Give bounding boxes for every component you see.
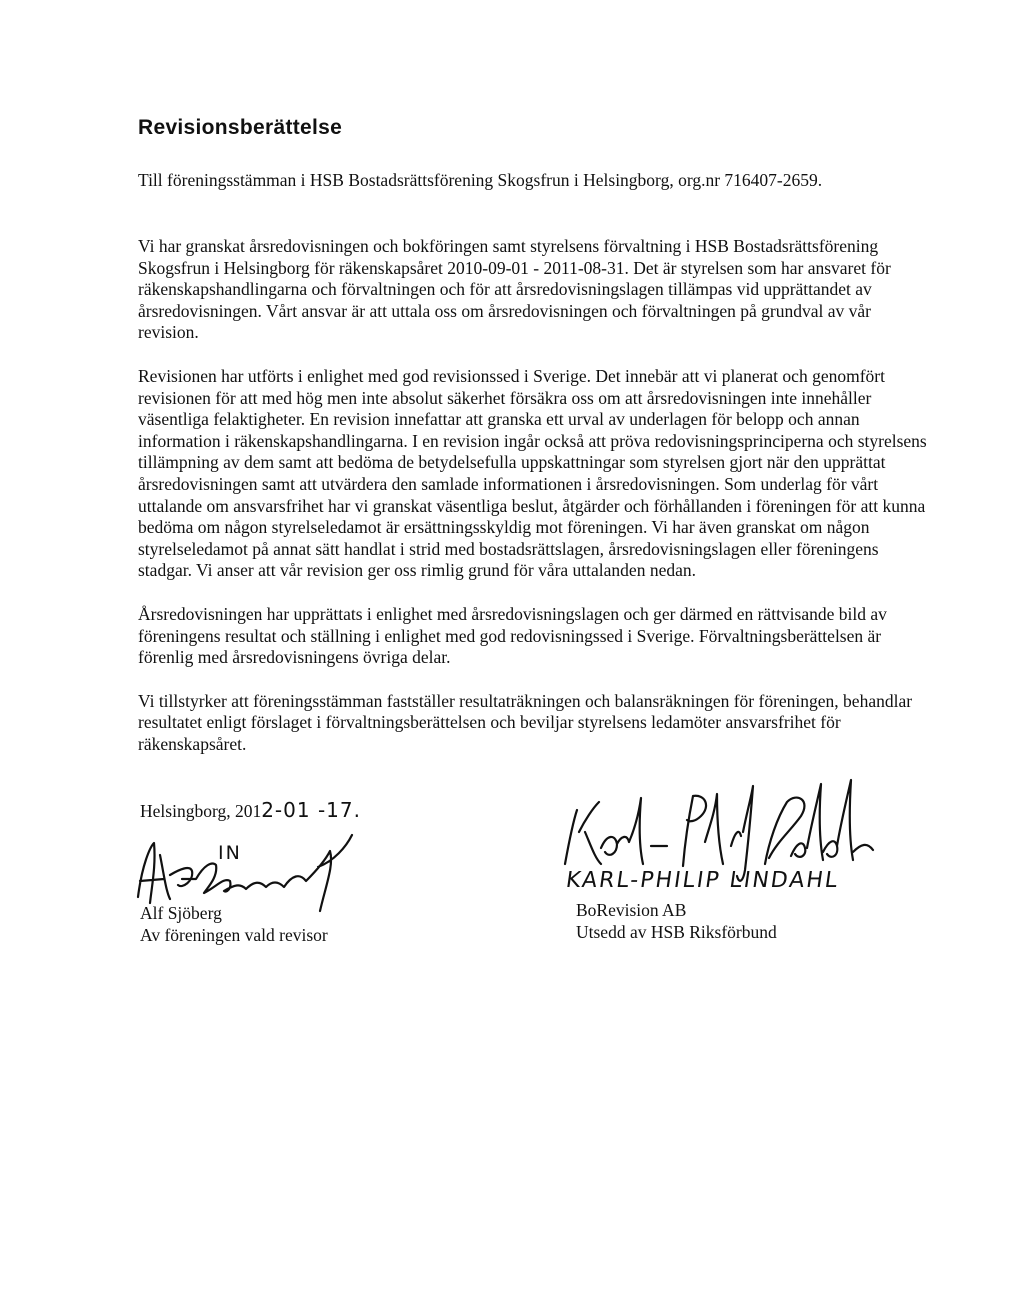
paragraph-scope: Vi har granskat årsredovisningen och bokföringen samt styrelsens förvaltning i HSB Bostadsrättsförening Skogsfrun i Helsingborg för räkenskapsåret 2010-09-01 - 2011-08-31. Det är styrelsen som har ansvaret för räkenskapshandlingarna och förvaltningen och för att årsredovisningslagen tillämpas vid upprättandet av årsredovisningen. Vårt ansvar är att uttala oss om årsredovisningen och förvaltningen på grundval av vår revision. <box>138 236 891 343</box>
place-and-date <box>140 798 361 822</box>
paragraph-recommendation: Vi tillstyrker att föreningsstämman fastställer resultaträkningen och balansräkningen för föreningen, behandlar resultatet enligt förslaget i förvaltningsberättelsen och beviljar styrelsens ledamöter ansvarsfrihet för räkenskapsåret. <box>138 690 913 754</box>
signatory-company-right: BoRevision AB <box>576 900 687 920</box>
document-title: Revisionsberättelse <box>138 116 343 139</box>
paragraph-audit-method: Revisionen har utförts i enlighet med god revisionssed i Sverige. Det innebär att vi planerat och genomfört revisionen för att med hög men inte absolut säkerhet försäkra oss om att årsredovisningen inte innehåller väsentliga felaktigheter. En revision innefattar att granska ett urval av underlagen för belopp och annan information i räkenskapshandlingarna. I en revision ingår också att pröva redovisningsprinciperna och styrelsens tillämpning av dem samt att bedöma de betydelsefulla uppskattningar som styrelsen gjort när den upprättat årsredovisningen samt att utvärdera den samlade informationen i årsredovisningen. Som underlag för vårt uttalande om ansvarsfrihet har vi granskat väsentliga beslut, åtgärder och förhållanden i föreningen för att kunna bedöma om någon styrelseledamot är ersättningsskyldig mot föreningen. Vi har även granskat om någon styrelseledamot på annat sätt handlat i strid med bostadsrättslagen, årsredovisningslagen eller föreningens stadgar. Vi anser att vår revision ger oss rimlig grund för våra uttalanden nedan. <box>138 365 927 581</box>
addressee-line: Till föreningsstämman i HSB Bostadsrättsförening Skogsfrun i Helsingborg, org.nr 716407-2659. <box>138 170 823 190</box>
signatory-role-left: Av föreningen vald revisor <box>140 924 328 945</box>
signatory-name-left: Alf Sjöberg <box>140 903 222 923</box>
signatory-appointed-right: Utsedd av HSB Riksförbund <box>576 921 777 942</box>
paragraph-opinion: Årsredovisningen har upprättats i enlighet med årsredovisningslagen och ger därmed en rättvisande bild av föreningens resultat och ställning i enlighet med god redovisningssed i Sverige. Förvaltningsberättelsen är förenlig med årsredovisningens övriga delar. <box>138 603 887 668</box>
signature-initials: IN <box>218 842 242 864</box>
handwritten-date: 2-01 -17. <box>261 798 361 822</box>
report-body <box>138 236 928 777</box>
place-label: Helsingborg, 201 <box>140 801 262 821</box>
right-signatory <box>576 900 777 943</box>
left-signatory <box>140 903 328 946</box>
printed-signatory-name: KARL-PHILIP LINDAHL <box>564 868 841 893</box>
